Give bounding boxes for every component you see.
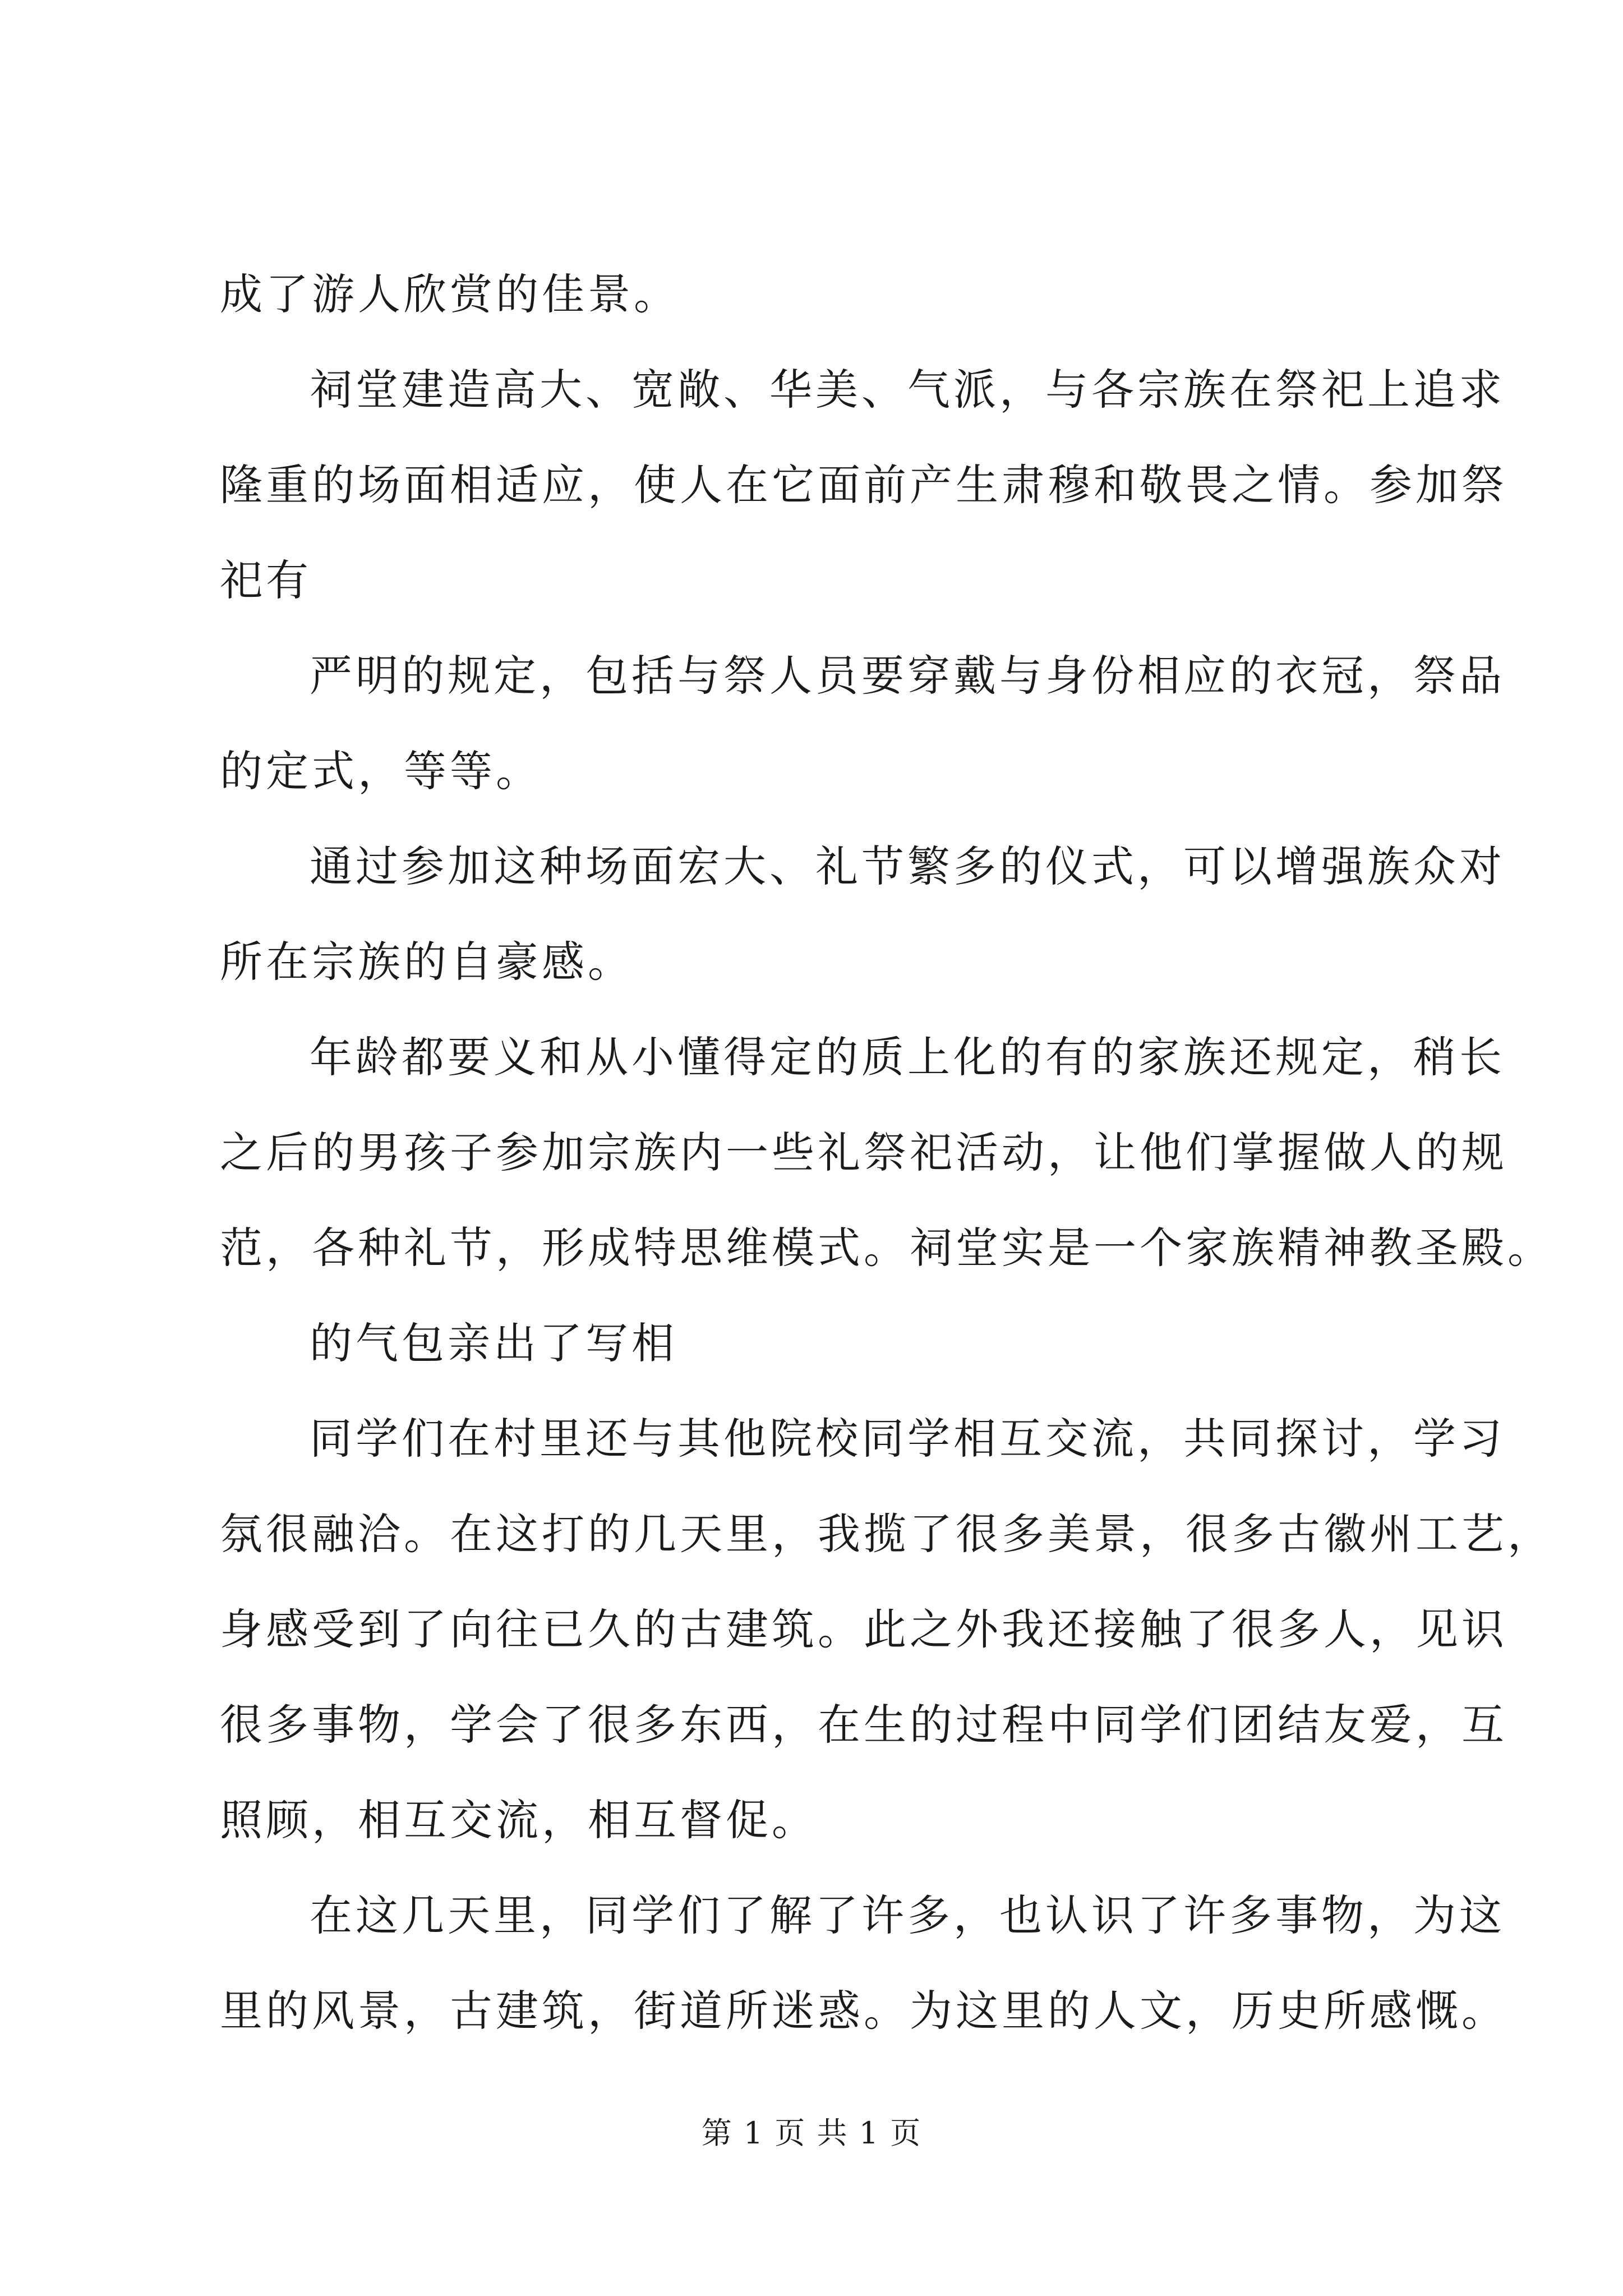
- text-line-11: 范，各种礼节，形成特思维模式。祠堂实是一个家族精神教圣殿。: [220, 1223, 1553, 1273]
- text-line-13: 同学们在村里还与其他院校同学相互交流，共同探讨，学习: [310, 1414, 1505, 1464]
- text-line-10: 之后的男孩子参加宗族内一些礼祭祀活动，让他们掌握做人的规: [220, 1128, 1507, 1177]
- text-line-12: 的气包亲出了写相: [310, 1318, 677, 1368]
- text-line-8: 所在宗族的自豪感。: [220, 937, 634, 987]
- text-line-4: 祀有: [220, 555, 312, 605]
- text-line-15: 身感受到了向往已久的古建筑。此之外我还接触了很多人，见识: [220, 1604, 1507, 1654]
- text-line-3: 隆重的场面相适应，使人在它面前产生肃穆和敬畏之情。参加祭: [220, 460, 1507, 510]
- text-line-14: 氛很融洽。在这打的几天里，我揽了很多美景，很多古徽州工艺，: [220, 1509, 1553, 1559]
- text-line-16: 很多事物，学会了很多东西，在生的过程中同学们团结友爱，互: [220, 1700, 1507, 1750]
- text-line-7: 通过参加这种场面宏大、礼节繁多的仪式，可以增强族众对: [310, 841, 1505, 891]
- text-line-2: 祠堂建造高大、宽敞、华美、气派，与各宗族在祭祀上追求: [310, 365, 1505, 415]
- document-body: [220, 247, 1553, 2059]
- text-line-19: 里的风景，古建筑，街道所迷惑。为这里的人文，历史所感慨。: [220, 1986, 1507, 2036]
- text-line-17: 照顾，相互交流，相互督促。: [220, 1795, 818, 1845]
- text-line-5: 严明的规定，包括与祭人员要穿戴与身份相应的衣冠，祭品: [310, 651, 1505, 701]
- text-line-9: 年龄都要义和从小懂得定的质上化的有的家族还规定，稍长: [310, 1032, 1505, 1082]
- page-footer: [0, 2109, 1623, 2152]
- page-number-label: 第 1 页 共 1 页: [701, 2115, 922, 2151]
- text-line-18: 在这几天里，同学们了解了许多，也认识了许多事物，为这: [310, 1890, 1505, 1940]
- text-line-6: 的定式，等等。: [220, 746, 542, 796]
- text-line-1: 成了游人欣赏的佳景。: [220, 269, 680, 319]
